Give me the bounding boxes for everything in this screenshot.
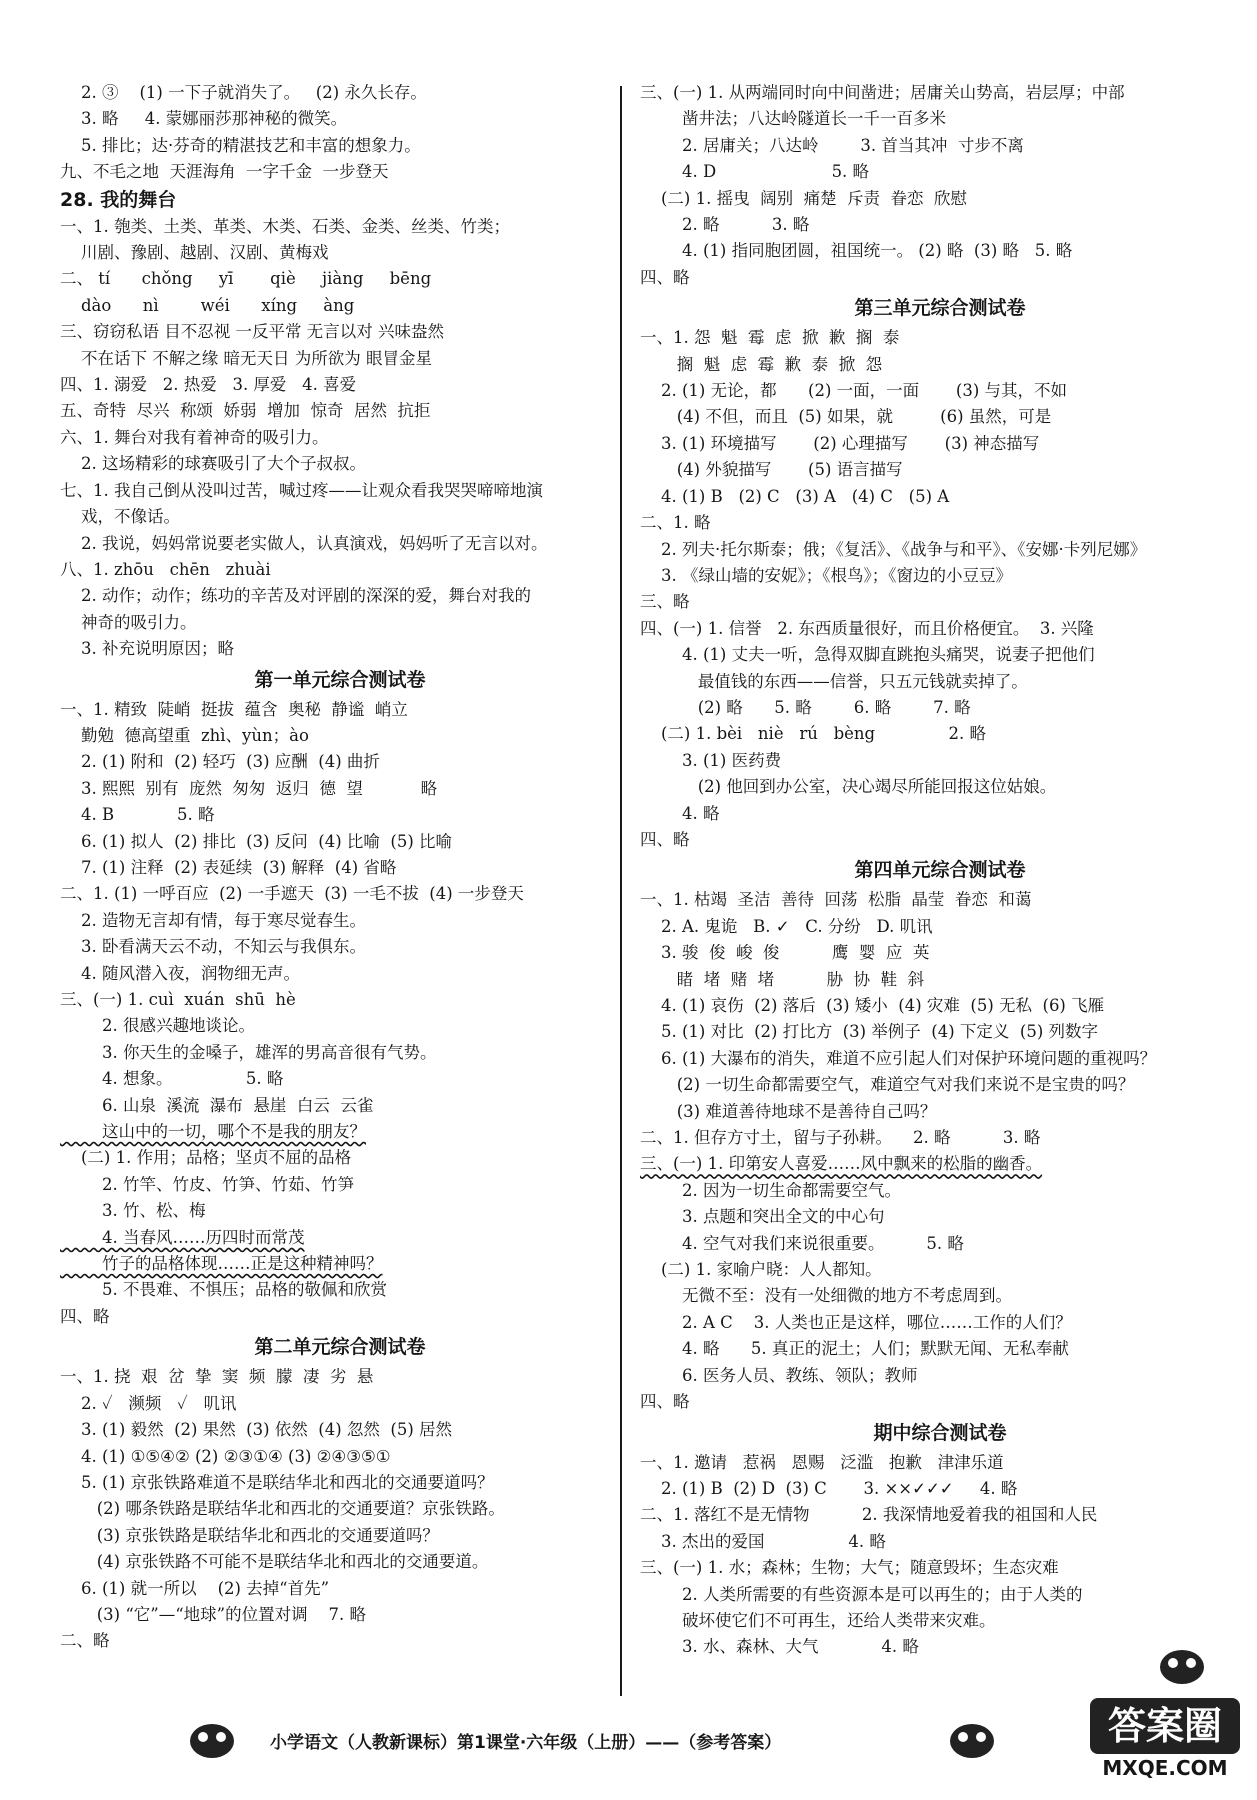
answer-line [640, 159, 1240, 185]
answer-line [60, 1277, 620, 1303]
answer-text: 2. 造物无言却有情，每于寒尽觉春生。 [60, 910, 366, 930]
answer-line [60, 1602, 620, 1628]
right-column [640, 80, 1240, 1661]
answer-text: 3. (1) 环境描写 (2) 心理描写 (3) 神态描写 [640, 433, 1040, 453]
answer-line [640, 212, 1240, 238]
answer-text: 6. (1) 大瀑布的消失，难道不应引起人们对保护环境问题的重视吗？ [640, 1048, 1157, 1068]
section-title [60, 665, 620, 695]
answer-text: 第一单元综合测试卷 [254, 668, 426, 691]
answer-text: (二) 1. bèi niè rú bèng 2. 略 [640, 724, 987, 744]
answer-line [60, 610, 620, 636]
answer-line [640, 133, 1240, 159]
answer-line [640, 721, 1240, 747]
answer-line [640, 993, 1240, 1019]
panda-mascot-icon [190, 1724, 234, 1758]
answer-text: 3. 略 4. 蒙娜丽莎那神秘的微笑。 [60, 109, 348, 129]
answer-line [60, 961, 620, 987]
answer-text: 2. 我说，妈妈常说要老实做人，认真演戏，妈妈听了无言以对。 [60, 533, 548, 553]
answer-text: 3. 补充说明原因；略 [60, 639, 234, 659]
answer-text: 五、奇特 尽兴 称颂 娇弱 增加 惊奇 居然 抗拒 [60, 401, 431, 421]
answer-text: 六、1. 舞台对我有着神奇的吸引力。 [60, 427, 329, 447]
answer-text: 这山中的一切，哪个不是我的朋友？ [60, 1122, 366, 1142]
answer-line [640, 1555, 1240, 1581]
answer-line [60, 1013, 620, 1039]
answer-line [60, 776, 620, 802]
answer-line [60, 1470, 620, 1496]
answer-line [640, 1283, 1240, 1309]
answer-text: 4. 略 5. 真正的泥土；人们；默默无闻、无私奉献 [640, 1339, 1069, 1359]
footer-text: 小学语文（人教新课标）第1课堂·六年级（上册）——（参考答案） [270, 1733, 782, 1753]
answer-line [640, 1363, 1240, 1389]
answer-text: 4. 略 [640, 803, 720, 823]
panda-mascot-icon [950, 1724, 994, 1758]
answer-line [640, 827, 1240, 853]
answer-text: 2. 竹竿、竹皮、竹笋、竹茹、竹笋 [60, 1174, 354, 1194]
answer-text: 5. (1) 京张铁路难道不是联结华北和西北的交通要道吗？ [60, 1472, 494, 1492]
answer-text: 一、1. 枯竭 圣洁 善待 回荡 松脂 晶莹 眷恋 和蔼 [640, 890, 1032, 910]
answer-text: 一、1. 精致 陡峭 挺拔 蕴含 奥秘 静谧 峭立 [60, 699, 408, 719]
answer-text: 4. 当春风……历四时而常茂 [60, 1227, 305, 1247]
answer-line [60, 1040, 620, 1066]
answer-line [640, 1582, 1240, 1608]
answer-line [60, 1172, 620, 1198]
answer-line [60, 881, 620, 907]
answer-line [60, 319, 620, 345]
answer-line [640, 325, 1240, 351]
answer-text: 勤勉 德高望重 zhì、yùn；ào [60, 725, 309, 745]
answer-line [60, 293, 620, 319]
column-divider [620, 86, 622, 1696]
answer-text: (二) 1. 摇曳 阔别 痛楚 斥责 眷恋 欣慰 [640, 188, 968, 208]
answer-line [640, 265, 1240, 291]
answer-line [640, 1608, 1240, 1634]
answer-text: 七、1. 我自己倒从没叫过苦，喊过疼——让观众看我哭哭啼啼地演 [60, 480, 543, 500]
answer-text: 睹 堵 赌 堵 胁 协 鞋 斜 [640, 969, 925, 989]
answer-line [60, 1444, 620, 1470]
answer-line [60, 1145, 620, 1171]
answer-text: (4) 外貌描写 (5) 语言描写 [640, 460, 903, 480]
answer-text: 三、窃窃私语 目不忍视 一反平常 无言以对 兴味盎然 [60, 322, 444, 342]
panda-logo-icon [1160, 1650, 1210, 1690]
answer-text: 二、1. 但存方寸土，留与子孙耕。 2. 略 3. 略 [640, 1128, 1041, 1148]
answer-line [640, 748, 1240, 774]
answer-text: 2. 因为一切生命都需要空气。 [640, 1180, 901, 1200]
answer-line [60, 346, 620, 372]
answer-line [640, 563, 1240, 589]
answer-line [60, 1119, 620, 1145]
answer-text: 3. 杰出的爱国 4. 略 [640, 1531, 886, 1551]
answer-line [60, 636, 620, 662]
answer-line [640, 80, 1240, 106]
answer-text: 四、1. 溺爱 2. 热爱 3. 厚爱 4. 喜爱 [60, 375, 357, 395]
answer-text: 三、(一) 1. 从两端同时向中间凿进；居庸关山势高，岩层厚；中部 [640, 83, 1125, 102]
answer-text: 4. (1) 哀伤 (2) 落后 (3) 矮小 (4) 灾难 (5) 无私 (6) 飞雁 [640, 996, 1105, 1015]
answer-line [60, 1549, 620, 1575]
answer-line [60, 934, 620, 960]
answer-text: 2. (1) 附和 (2) 轻巧 (3) 应酬 (4) 曲折 [60, 752, 380, 772]
answer-line [640, 642, 1240, 668]
lesson-title [60, 186, 620, 214]
answer-text: 4. (1) B (2) C (3) A (4) C (5) A [640, 486, 950, 506]
answer-text: 3. 熙熙 别有 庞然 匆匆 返归 德 望 略 [60, 778, 438, 798]
answer-text: 4. (1) ①⑤④② (2) ②③①④ (3) ②④③⑤① [60, 1446, 391, 1466]
answer-text: 三、(一) 1. cuì xuán shū hè [60, 990, 296, 1009]
answer-text: 5. 排比；达·芬奇的精湛技艺和丰富的想象力。 [60, 135, 421, 155]
answer-text: 四、略 [640, 1392, 690, 1412]
answer-text: 2. 列夫·托尔斯泰；俄；《复活》、《战争与和平》、《安娜·卡列尼娜》 [640, 539, 1147, 559]
answer-text: 二、1. 略 [640, 513, 711, 533]
answer-text: 2. 这场精彩的球赛吸引了大个子叔叔。 [60, 454, 366, 474]
answer-line [640, 1257, 1240, 1283]
answer-line [60, 1364, 620, 1390]
answer-text: 6. 医务人员、教练、领队；教师 [640, 1365, 918, 1385]
answer-text: 4. (1) 指同胞团圆，祖国统一。 (2) 略 (3) 略 5. 略 [640, 241, 1073, 261]
answer-text: 2. 人类所需要的有些资源本是可以再生的；由于人类的 [640, 1584, 1083, 1604]
answer-line [60, 1225, 620, 1251]
answer-line [640, 457, 1240, 483]
answer-line [60, 398, 620, 424]
answer-text: 7. (1) 注释 (2) 表延续 (3) 解释 (4) 省略 [60, 857, 397, 877]
answer-line [640, 1634, 1240, 1660]
answer-text: 5. (1) 对比 (2) 打比方 (3) 举例子 (4) 下定义 (5) 列数字 [640, 1022, 1099, 1042]
answer-text: (4) 京张铁路不可能不是联结华北和西北的交通要道。 [60, 1552, 489, 1572]
answer-line [60, 133, 620, 159]
answer-line [60, 723, 620, 749]
answer-text: 2. 居庸关；八达岭 3. 首当其冲 寸步不离 [640, 135, 1024, 155]
answer-text: 6. 山泉 溪流 瀑布 悬崖 白云 云雀 [60, 1095, 374, 1115]
answer-line [640, 695, 1240, 721]
answer-text: 戏，不像话。 [60, 507, 180, 527]
answer-line [60, 1523, 620, 1549]
section-title [60, 1332, 620, 1362]
answer-text: (4) 不但，而且 (5) 如果，就 (6) 虽然，可是 [640, 407, 1052, 427]
answer-text: 九、不毛之地 天涯海角 一字千金 一步登天 [60, 162, 389, 182]
answer-text: 2. ✓ 濒频 ✓ 叽讯 [60, 1393, 237, 1413]
answer-text: 最值钱的东西——信誉，只五元钱就卖掉了。 [640, 671, 1028, 691]
answer-text: 川剧、豫剧、越剧、汉剧、黄梅戏 [60, 243, 329, 263]
answer-text: 三、略 [640, 592, 690, 612]
answer-line [60, 855, 620, 881]
answer-line [640, 1178, 1240, 1204]
answer-line [60, 451, 620, 477]
answer-text: 一、1. 挠 艰 岔 挚 窦 频 朦 凄 劣 悬 [60, 1367, 374, 1387]
answer-text: 一、1. 怨 魁 霉 虑 掀 歉 搁 泰 [640, 328, 900, 348]
answer-line [640, 1529, 1240, 1555]
answer-line [640, 1231, 1240, 1257]
answer-line [640, 238, 1240, 264]
answer-text: 3. 竹、松、梅 [60, 1201, 206, 1221]
answer-text: 竹子的品格体现……正是这种精神吗？ [60, 1254, 383, 1274]
answer-line [640, 801, 1240, 827]
answer-text: 4. (1) 丈夫一听，急得双脚直跳抱头痛哭，说妻子把他们 [640, 645, 1095, 665]
answer-line [640, 914, 1240, 940]
answer-line [640, 1310, 1240, 1336]
answer-text: 2. A C 3. 人类也正是这样，哪位……工作的人们？ [640, 1312, 1072, 1332]
answer-text: 3. 骏 俊 峻 俊 鹰 婴 应 英 [640, 943, 930, 963]
answer-line [60, 749, 620, 775]
answer-text: 第二单元综合测试卷 [254, 1336, 426, 1359]
answer-line [60, 425, 620, 451]
answer-text: 不在话下 不解之缘 暗无天日 为所欲为 眼冒金星 [60, 348, 432, 368]
answer-text: 2. (1) 无论，都 (2) 一面，一面 (3) 与其，不如 [640, 381, 1068, 401]
answer-line [640, 1072, 1240, 1098]
answer-line [60, 531, 620, 557]
answer-text: 四、略 [640, 267, 690, 287]
answer-line [640, 186, 1240, 212]
answer-text: 2. 很感兴趣地谈论。 [60, 1016, 255, 1036]
answer-text: 6. (1) 就一所以 (2) 去掉“首先” [60, 1578, 330, 1598]
answer-line [640, 940, 1240, 966]
answer-line [640, 616, 1240, 642]
section-title [640, 293, 1240, 323]
answer-text: 二、1. (1) 一呼百应 (2) 一手遮天 (3) 一毛不拔 (4) 一步登天 [60, 884, 524, 904]
answer-line [640, 774, 1240, 800]
answer-line [60, 1576, 620, 1602]
answer-text: 3. 水、森林、大气 4. 略 [640, 1637, 919, 1657]
answer-line [640, 1125, 1240, 1151]
answer-text: 2. ③ (1) 一下子就消失了。 (2) 永久长存。 [60, 83, 427, 102]
answer-line [60, 1391, 620, 1417]
answer-line [640, 669, 1240, 695]
answer-line [60, 240, 620, 266]
answer-line [60, 106, 620, 132]
answer-line [640, 887, 1240, 913]
answer-text: (3) “它”—“地球”的位置对调 7. 略 [60, 1604, 367, 1624]
answer-line [60, 214, 620, 240]
answer-line [60, 1066, 620, 1092]
answer-line [60, 504, 620, 530]
answer-text: 破坏使它们不可再生，还给人类带来灾难。 [640, 1610, 996, 1630]
answer-text: 4. B 5. 略 [60, 805, 215, 825]
answer-text: 四、(一) 1. 信誉 2. 东西质量很好，而且价格便宜。 3. 兴隆 [640, 618, 1094, 638]
answer-line [60, 372, 620, 398]
answer-line [640, 352, 1240, 378]
answer-line [60, 1304, 620, 1330]
answer-line [640, 1389, 1240, 1415]
answer-line [60, 80, 620, 106]
answer-line [640, 1450, 1240, 1476]
answer-line [60, 266, 620, 292]
answer-text: 四、略 [60, 1306, 110, 1326]
answer-line [640, 1019, 1240, 1045]
answer-text: 3. (1) 医药费 [640, 750, 782, 770]
answer-line [60, 159, 620, 185]
answer-line [640, 431, 1240, 457]
answer-text: 5. 不畏难、不惧压；品格的敬佩和欣赏 [60, 1280, 387, 1300]
answer-line [640, 1151, 1240, 1177]
answer-text: 28. 我的舞台 [60, 188, 177, 211]
answer-text: 凿井法；八达岭隧道长一千一百多米 [640, 109, 946, 129]
watermark-sub: MXQE.COM [1102, 1756, 1228, 1780]
answer-text: 二、 tí chǒng yī qiè jiàng bēng [60, 269, 432, 289]
answer-line [60, 583, 620, 609]
answer-line [60, 987, 620, 1013]
answer-text: 神奇的吸引力。 [60, 612, 197, 632]
answer-line [640, 1476, 1240, 1502]
answer-text: 二、略 [60, 1631, 110, 1651]
answer-line [60, 829, 620, 855]
answer-line [640, 404, 1240, 430]
answer-text: 八、1. zhōu chēn zhuài [60, 559, 271, 579]
answer-text: 4. 随风潜入夜，润物细无声。 [60, 963, 300, 983]
answer-line [60, 1628, 620, 1654]
answer-text: 3. 卧看满天云不动，不知云与我俱东。 [60, 937, 366, 957]
answer-text: (2) 他回到办公室，决心竭尽所能回报这位姑娘。 [640, 777, 1057, 797]
answer-text: 6. (1) 拟人 (2) 排比 (3) 反问 (4) 比喻 (5) 比喻 [60, 831, 453, 851]
answer-text: 2. A. 鬼诡 B. ✓ C. 分纷 D. 叽讯 [640, 916, 933, 936]
answer-line [640, 537, 1240, 563]
answer-text: 一、1. 匏类、土类、革类、木类、石类、金类、丝类、竹类； [60, 216, 510, 236]
answer-line [60, 1496, 620, 1522]
page-footer [150, 1712, 1070, 1772]
answer-text: 4. 空气对我们来说很重要。 5. 略 [640, 1233, 964, 1253]
answer-text: 4. 想象。 5. 略 [60, 1069, 284, 1089]
answer-text: 期中综合测试卷 [873, 1421, 1007, 1444]
answer-line [60, 1093, 620, 1119]
answer-text: 四、略 [640, 829, 690, 849]
watermark-main: 答案圈 [1090, 1698, 1240, 1754]
answer-line [640, 967, 1240, 993]
answer-text: 第四单元综合测试卷 [854, 859, 1026, 882]
answer-line [640, 1046, 1240, 1072]
answer-text: 无微不至：没有一处细微的地方不考虑周到。 [640, 1286, 1012, 1306]
section-title [640, 855, 1240, 885]
answer-line [640, 1204, 1240, 1230]
answer-text: (二) 1. 家喻户晓：人人都知。 [640, 1260, 882, 1280]
answer-text: (3) 难道善待地球不是善待自己吗？ [640, 1101, 937, 1121]
answer-text: 一、1. 邀请 惹祸 恩赐 泛滥 抱歉 津津乐道 [640, 1452, 1004, 1472]
answer-line [640, 1099, 1240, 1125]
answer-text: 三、(一) 1. 印第安人喜爱……风中飘来的松脂的幽香。 [640, 1154, 1043, 1174]
answer-text: 3. 《绿山墙的安妮》；《根鸟》；《窗边的小豆豆》 [640, 565, 1012, 585]
answer-text: (3) 京张铁路是联结华北和西北的交通要道吗？ [60, 1525, 439, 1545]
answer-text: 3. (1) 毅然 (2) 果然 (3) 依然 (4) 忽然 (5) 居然 [60, 1420, 453, 1440]
answer-line [60, 802, 620, 828]
section-title [640, 1418, 1240, 1448]
answer-text: 4. D 5. 略 [640, 162, 870, 182]
answer-text: 搁 魁 虑 霉 歉 泰 掀 怨 [640, 354, 883, 374]
answer-line [60, 908, 620, 934]
answer-text: 2. (1) B (2) D (3) C 3. ××✓✓✓ 4. 略 [640, 1478, 1018, 1498]
answer-text: 2. 略 3. 略 [640, 215, 810, 235]
answer-line [60, 1417, 620, 1443]
answer-line [640, 589, 1240, 615]
answer-text: (2) 哪条铁路是联结华北和西北的交通要道？京张铁路。 [60, 1499, 505, 1519]
left-column [60, 80, 620, 1655]
answer-text: dào nì wéi xíng àng [60, 295, 355, 315]
answer-line [60, 557, 620, 583]
answer-text: 三、(一) 1. 水；森林；生物；大气；随意毁坏；生态灾难 [640, 1558, 1059, 1578]
answer-text: 3. 你天生的金嗓子，雄浑的男高音很有气势。 [60, 1042, 437, 1062]
watermark-logo [1075, 1690, 1250, 1790]
answer-text: 2. 动作；动作；练功的辛苦及对评剧的深深的爱，舞台对我的 [60, 586, 531, 606]
answer-text: (2) 略 5. 略 6. 略 7. 略 [640, 697, 971, 717]
answer-text: (2) 一切生命都需要空气，难道空气对我们来说不是宝贵的吗？ [640, 1075, 1135, 1095]
answer-line [60, 1251, 620, 1277]
answer-line [60, 1198, 620, 1224]
answer-line [640, 484, 1240, 510]
answer-line [640, 378, 1240, 404]
answer-text: 3. 点题和突出全文的中心句 [640, 1207, 885, 1227]
answer-text: 第三单元综合测试卷 [854, 297, 1026, 320]
answer-line [60, 478, 620, 504]
answer-line [640, 510, 1240, 536]
answer-line [640, 1336, 1240, 1362]
answer-line [640, 106, 1240, 132]
answer-line [640, 1502, 1240, 1528]
answer-line [60, 697, 620, 723]
answer-text: 二、1. 落红不是无情物 2. 我深情地爱着我的祖国和人民 [640, 1505, 1098, 1525]
answer-text: (二) 1. 作用；品格；坚贞不屈的品格 [60, 1148, 352, 1168]
